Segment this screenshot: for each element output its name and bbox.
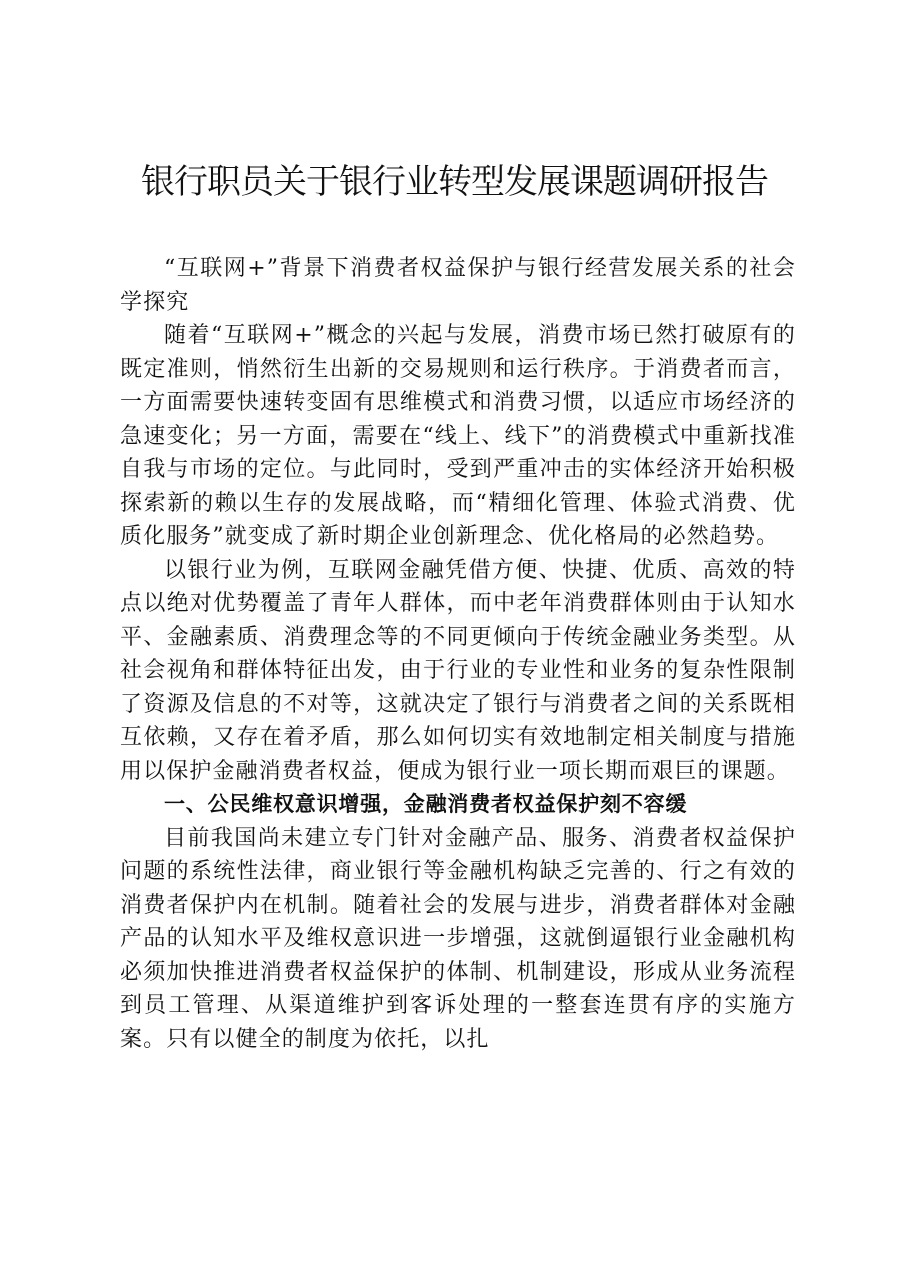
- section-paragraph: 目前我国尚未建立专门针对金融产品、服务、消费者权益保护问题的系统性法律，商业银行等金融机构缺乏完善的、行之有效的消费者保护内在机制。随着社会的发展与进步，消费者群体对金融产品的认知水平及维权意识进一步增强，这就倒逼银行业金融机构必须加快推进消费者权益保护的体制、机制建设，形成从业务流程到员工管理、从渠道维护到客诉处理的一整套连贯有序的实施方案。只有以健全的制度为依托，以扎: [120, 825, 796, 1052]
- section-heading: 一、公民维权意识增强，金融消费者权益保护刻不容缓: [164, 792, 688, 816]
- document-title: 银行职员关于银行业转型发展课题调研报告: [141, 162, 768, 202]
- body-paragraph: 以银行业为例，互联网金融凭借方便、快捷、优质、高效的特点以绝对优势覆盖了青年人群体，而中老年消费群体则由于认知水平、金融素质、消费理念等的不同更倾向于传统金融业务类型。从社会视角和群体特征出发，由于行业的专业性和业务的复杂性限制了资源及信息的不对等，这就决定了银行与消费者之间的关系既相互依赖，又存在着矛盾，那么如何切实有效地制定相关制度与措施用以保护金融消费者权益，便成为银行业一项长期而艰巨的课题。: [120, 557, 796, 784]
- document-subtitle: “互联网+”背景下消费者权益保护与银行经营发展关系的社会学探究: [120, 256, 796, 315]
- body-paragraph: 随着“互联网+”概念的兴起与发展，消费市场已然打破原有的既定准则，悄然衍生出新的交易规则和运行秩序。于消费者而言，一方面需要快速转变固有思维模式和消费习惯，以适应市场经济的急速变化；另一方面，需要在“线上、线下”的消费模式中重新找准自我与市场的定位。与此同时，受到严重冲击的实体经济开始积极探索新的赖以生存的发展战略，而“精细化管理、体验式消费、优质化服务”就变成了新时期企业创新理念、优化格局的必然趋势。: [120, 323, 796, 549]
- document-body: [120, 252, 796, 1056]
